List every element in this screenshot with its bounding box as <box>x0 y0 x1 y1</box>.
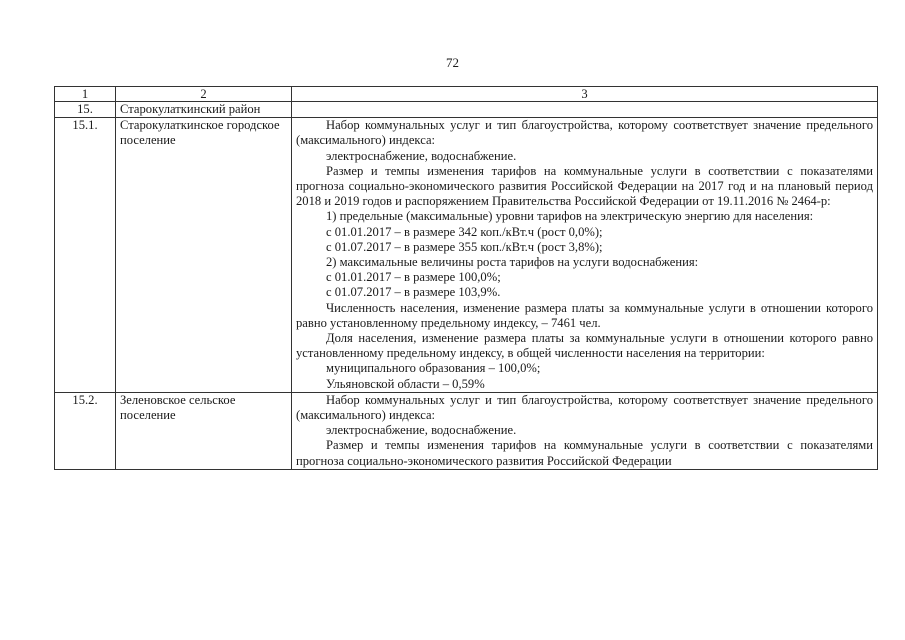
paragraph: Ульяновской области – 0,59% <box>326 376 485 391</box>
paragraph: с 01.07.2017 – в размере 103,9%. <box>326 285 501 300</box>
paragraph: Доля населения, изменение размера платы за коммунальные услуги в отношении которого равно установленному предельному индексу, в общей численности населения на территории: <box>296 331 873 361</box>
row-number: 15.2. <box>55 392 116 469</box>
row-description <box>292 118 878 393</box>
column-header-3: 3 <box>292 87 878 102</box>
paragraph: электроснабжение, водоснабжение. <box>326 148 517 163</box>
paragraph: электроснабжение, водоснабжение. <box>326 423 517 438</box>
row-description <box>292 102 878 118</box>
territory-name: Старокулаткинское городское поселение <box>116 118 292 393</box>
column-header-2: 2 <box>116 87 292 102</box>
paragraph: Набор коммунальных услуг и тип благоустройства, которому соответствует значение предельного (максимального) индекса: <box>296 392 873 423</box>
table-header-row <box>55 87 878 102</box>
paragraph: Размер и темпы изменения тарифов на коммунальные услуги в соответствии с показателями прогноза социально-экономического развития Российской Федерации на 2017 год и на плановый период 2018 и 2019 годов и распоряжением Правительства Российской Федерации от 19.11.2016 № 2464-р: <box>296 163 873 209</box>
paragraph: Размер и темпы изменения тарифов на коммунальные услуги в соответствии с показателями прогноза социально-экономического развития Российской Федерации <box>296 438 873 468</box>
row-number: 15.1. <box>55 118 116 393</box>
paragraph: с 01.01.2017 – в размере 100,0%; <box>326 270 501 285</box>
paragraph: с 01.07.2017 – в размере 355 коп./кВт.ч (рост 3,8%); <box>326 239 603 254</box>
tariff-table <box>54 86 878 470</box>
table-row-15-1 <box>55 118 878 393</box>
row-description <box>292 392 878 469</box>
paragraph: муниципального образования – 100,0%; <box>326 361 541 376</box>
paragraph: 1) предельные (максимальные) уровни тарифов на электрическую энергию для населения: <box>326 209 814 224</box>
column-header-1: 1 <box>55 87 116 102</box>
table-row-15-2 <box>55 392 878 469</box>
paragraph: 2) максимальные величины роста тарифов на услуги водоснабжения: <box>326 255 699 270</box>
page-number: 72 <box>446 55 459 70</box>
paragraph: Численность населения, изменение размера платы за коммунальные услуги в отношении которого равно установленному предельному индексу, – 7461 чел. <box>296 300 873 330</box>
territory-name: Старокулаткинский район <box>116 102 292 118</box>
row-number: 15. <box>55 102 116 118</box>
paragraph: Набор коммунальных услуг и тип благоустройства, которому соответствует значение предельного (максимального) индекса: <box>296 118 873 148</box>
territory-name: Зеленовское сельское поселение <box>116 392 292 469</box>
paragraph: с 01.01.2017 – в размере 342 коп./кВт.ч (рост 0,0%); <box>326 224 603 239</box>
table-row-15 <box>55 102 878 118</box>
